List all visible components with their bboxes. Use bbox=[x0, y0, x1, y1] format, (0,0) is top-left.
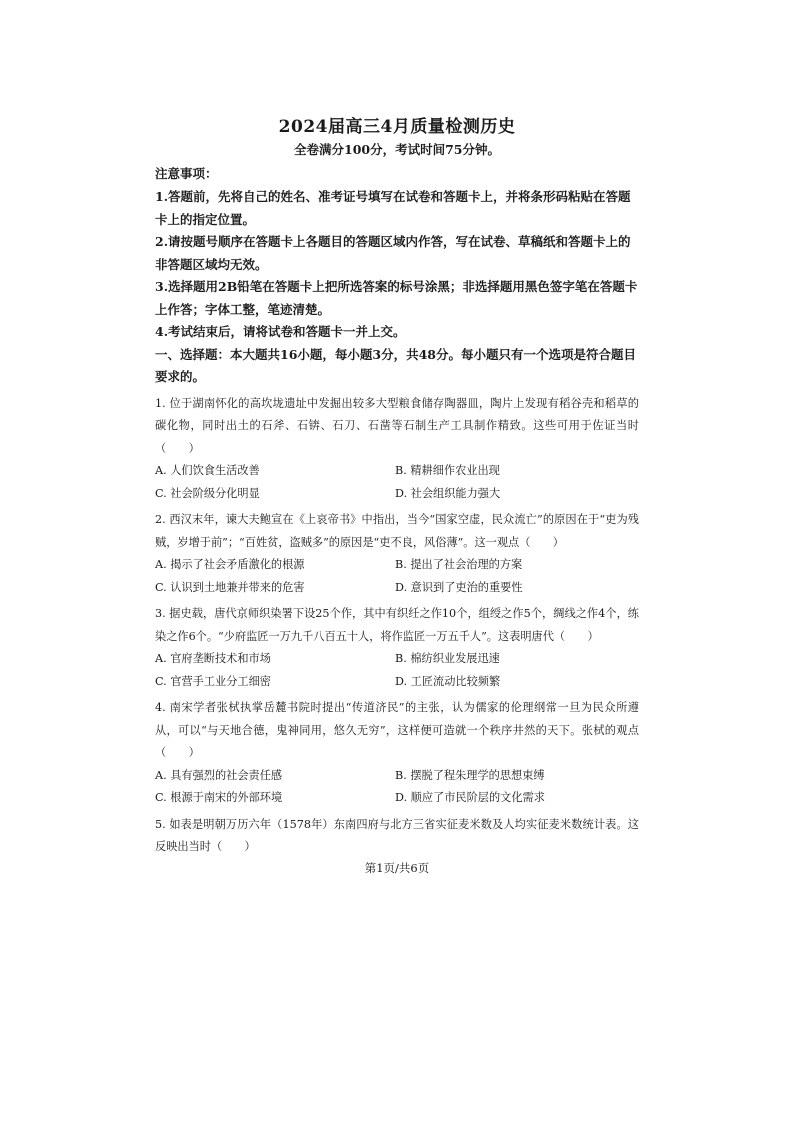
option-b: B. 精耕细作农业出现 bbox=[395, 464, 500, 477]
note-item: 1.答题前，先将自己的姓名、准考证号填写在试卷和答题卡上，并将条形码粘贴在答题卡上的指定位置。 bbox=[155, 189, 631, 227]
question-3 bbox=[155, 603, 639, 693]
question-options bbox=[155, 765, 639, 810]
option-a: A. 具有强烈的社会责任感 bbox=[155, 768, 283, 782]
option-c: C. 认识到土地兼并带来的危害 bbox=[155, 580, 305, 594]
exam-subtitle: 全卷满分100分，考试时间75分钟。 bbox=[294, 142, 500, 157]
question-options bbox=[155, 554, 639, 599]
option-b: B. 摆脱了程朱理学的思想束缚 bbox=[395, 768, 545, 782]
option-d: D. 顺应了市民阶层的文化需求 bbox=[395, 791, 545, 804]
option-a: A. 揭示了社会矛盾激化的根源 bbox=[155, 558, 305, 571]
question-stem: 1. 位于湖南怀化的高坎垅遗址中发掘出较多大型粮食储存陶器皿，陶片上发现有稻谷壳和稻草的碳化物，同时出土的石斧、石锛、石刀、石凿等石制生产工具制作精致。这些可用于佐证当时（ ） bbox=[155, 396, 639, 455]
option-d: D. 意识到了吏治的重要性 bbox=[395, 580, 523, 594]
section-heading: 一、选择题：本大题共16小题，每小题3分，共48分。每小题只有一个选项是符合题目要求的。 bbox=[155, 346, 636, 384]
option-b: B. 提出了社会治理的方案 bbox=[395, 558, 523, 571]
option-d: D. 社会组织能力强大 bbox=[395, 486, 501, 500]
option-a: A. 人们饮食生活改善 bbox=[155, 464, 260, 477]
note-item: 4.考试结束后，请将试卷和答题卡一并上交。 bbox=[155, 324, 406, 339]
question-stem: 5. 如表是明朝万历六年（1578年）东南四府与北方三省实征麦米数及人均实征麦米数统计表。这反映出当时（ ） bbox=[155, 817, 639, 853]
page-number: 第1页/共6页 bbox=[364, 861, 430, 875]
question-5 bbox=[155, 814, 639, 859]
notes-heading: 注意事项： bbox=[155, 166, 218, 181]
question-stem: 2. 西汉末年，谏大夫鲍宣在《上哀帝书》中指出，当今“国家空虚，民众流亡”的原因在于“吏为残贼，岁增于前”；“百姓贫，盗贼多”的原因是“吏不良，风俗薄”。这一观点（ ） bbox=[155, 513, 639, 549]
question-2 bbox=[155, 509, 639, 599]
option-b: B. 棉纺织业发展迅速 bbox=[395, 652, 500, 665]
exam-body bbox=[155, 162, 639, 859]
option-c: C. 官营手工业分工细密 bbox=[155, 674, 271, 688]
note-item: 2.请按题号顺序在答题卡上各题目的答题区域内作答，写在试卷、草稿纸和答题卡上的非答题区域均无效。 bbox=[155, 234, 631, 272]
question-options bbox=[155, 648, 639, 693]
question-4 bbox=[155, 697, 639, 810]
option-c: C. 根源于南宋的外部环境 bbox=[155, 791, 283, 804]
question-1 bbox=[155, 393, 639, 506]
option-a: A. 官府垄断技术和市场 bbox=[155, 652, 271, 665]
question-options bbox=[155, 460, 639, 505]
option-c: C. 社会阶级分化明显 bbox=[155, 486, 260, 500]
exam-title: 2024届高三4月质量检测历史 bbox=[278, 117, 516, 137]
question-stem: 3. 据史载，唐代京师织染署下设25个作，其中有织纴之作10个，组绶之作5个，绸线之作4个，练染之作6个。“少府监匠一万九千八百五十人，将作监匠一万五千人”。这表明唐代（ ） bbox=[155, 607, 639, 643]
question-stem: 4. 南宋学者张栻执掌岳麓书院时提出“传道济民”的主张，认为儒家的伦理纲常一旦为民众所遵从，可以“与天地合德，鬼神同用，悠久无穷”，这样便可造就一个秩序井然的天下。张栻的观点（ ） bbox=[155, 701, 639, 759]
note-item: 3.选择题用2B铅笔在答题卡上把所选答案的标号涂黑；非选择题用黑色签字笔在答题卡上作答；字体工整，笔迹清楚。 bbox=[155, 279, 638, 317]
option-d: D. 工匠流动比较频繁 bbox=[395, 674, 501, 688]
